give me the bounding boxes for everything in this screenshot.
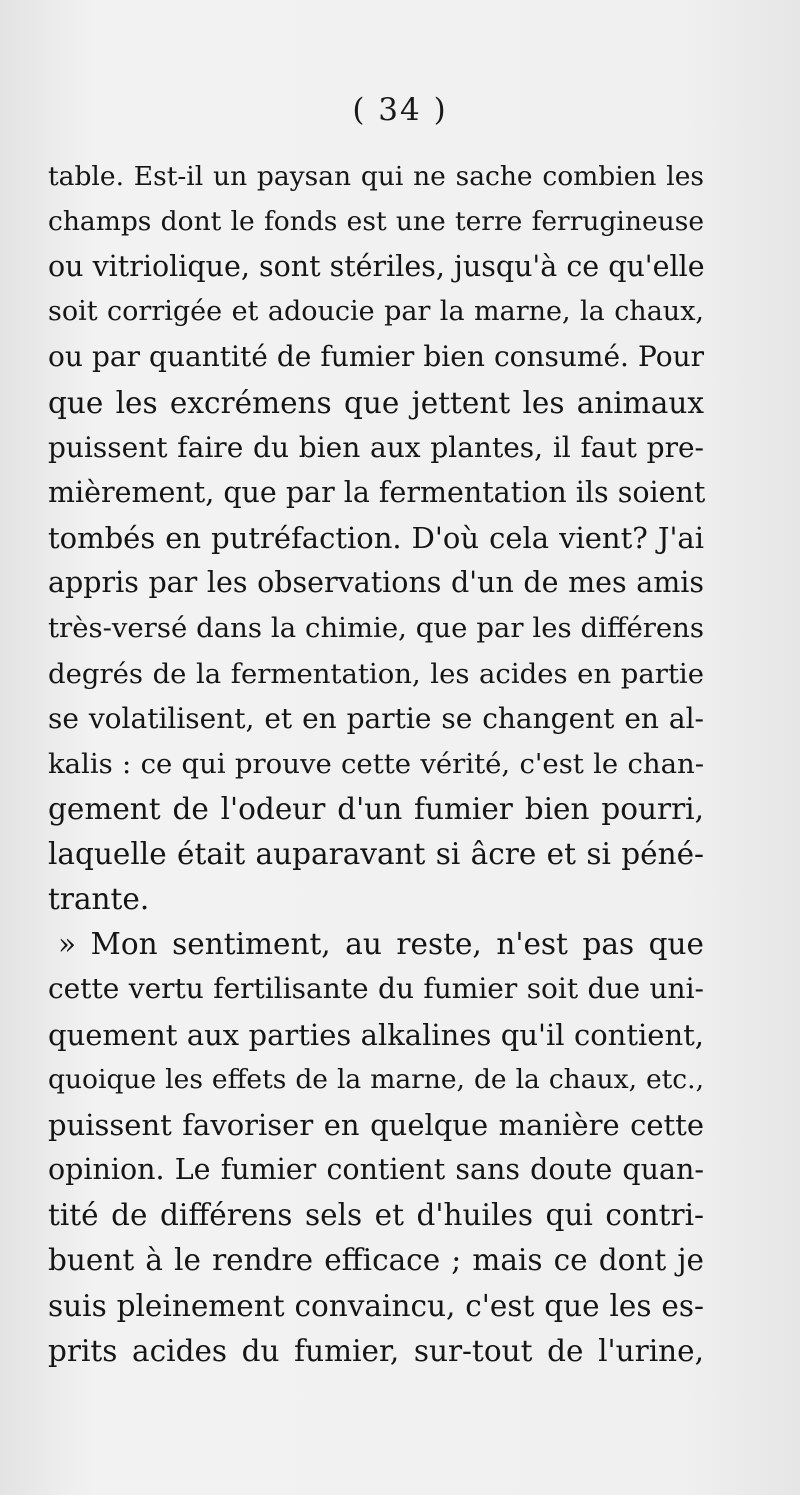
text-line: table. Est-il un paysan qui ne sache combien les	[48, 161, 704, 192]
text-line: gement de l'odeur d'un fumier bien pourri,	[48, 792, 704, 826]
text-line: ou par quantité de fumier bien consumé. Pour	[48, 340, 704, 373]
text-line: champs dont le fonds est une terre ferrugineuse	[48, 206, 704, 237]
text-line: mièrement, que par la fermentation ils soient	[48, 476, 706, 509]
text-line: degrés de la fermentation, les acides en partie	[48, 658, 704, 690]
text-line: ou vitriolique, sont stériles, jusqu'à ce qu'elle	[48, 250, 705, 283]
text-line: prits acides du fumier, sur-tout de l'urine,	[48, 1334, 704, 1368]
text-line: trante.	[48, 882, 150, 916]
text-line: se volatilisent, et en partie se changent en al-	[48, 702, 704, 735]
text-line: puissent favoriser en quelque manière cette	[48, 1108, 704, 1142]
text-line: quoique les effets de la marne, de la chaux, etc.,	[48, 1064, 704, 1095]
text-line: tombés en putréfaction. D'où cela vient? J'ai	[48, 521, 704, 555]
text-line: quement aux parties alkalines qu'il contient,	[48, 1018, 704, 1052]
text-line: » Mon sentiment, au reste, n'est pas que	[58, 927, 704, 961]
text-line: suis pleinement convaincu, c'est que les es-	[48, 1289, 704, 1323]
text-line: cette vertu fertilisante du fumier soit due uni-	[48, 972, 704, 1005]
text-line: buent à le rendre efficace ; mais ce dont je	[48, 1243, 704, 1277]
text-line: soit corrigée et adoucie par la marne, la chaux,	[48, 296, 704, 327]
text-line: appris par les observations d'un de mes amis	[48, 566, 704, 599]
text-line: que les excrémens que jettent les animaux	[48, 386, 704, 420]
text-line: tité de différens sels et d'huiles qui contri-	[48, 1198, 704, 1232]
text-line: kalis : ce qui prouve cette vérité, c'est le chan-	[48, 748, 704, 780]
text-line: très-versé dans la chimie, que par les différens	[48, 612, 704, 644]
text-line: puissent faire du bien aux plantes, il faut pre-	[48, 431, 704, 464]
page-number: ( 34 )	[352, 92, 448, 128]
text-line: laquelle était auparavant si âcre et si péné-	[48, 837, 704, 871]
text-line: opinion. Le fumier contient sans doute quan-	[48, 1153, 704, 1186]
